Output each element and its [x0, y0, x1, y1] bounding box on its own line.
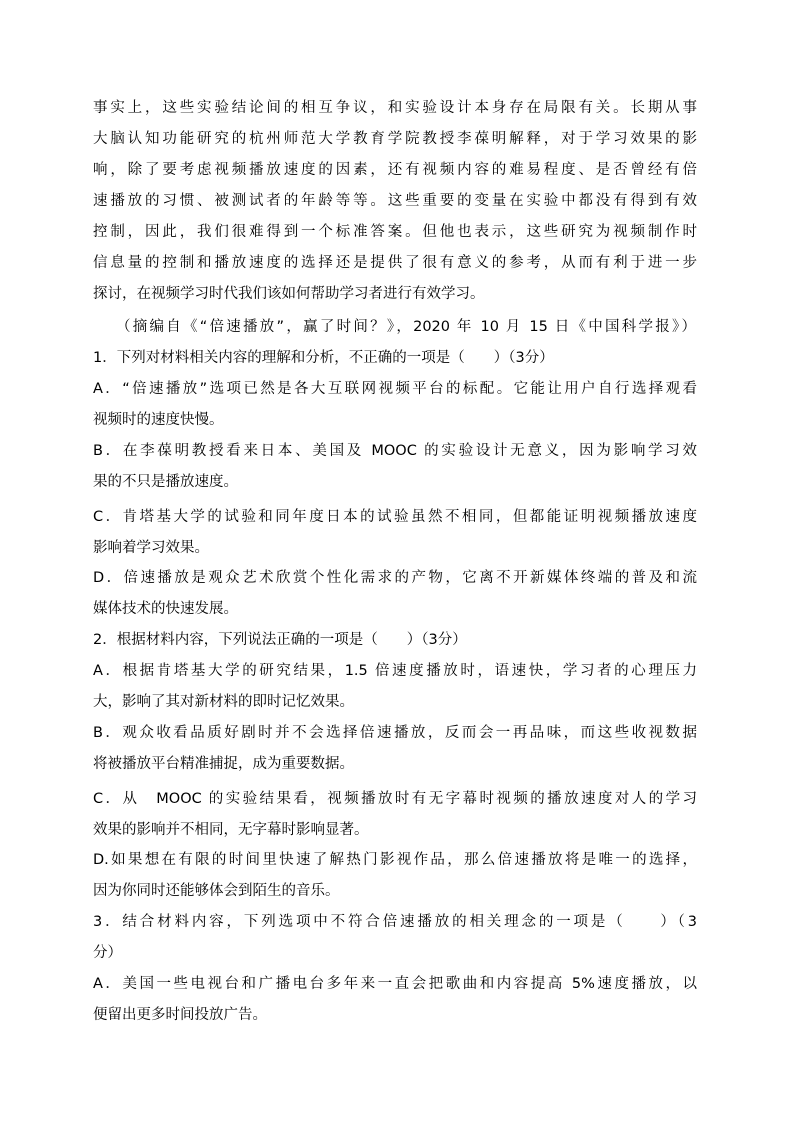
question-1-option-a: A．“倍速播放”选项已然是各大互联网视频平台的标配。它能让用户自行选择观看 [93, 381, 697, 397]
question-1-option-a-cont: 视频时的速度快慢。 [93, 412, 224, 428]
question-1-option-b: B．在李葆明教授看来日本、美国及 MOOC 的实验设计无意义，因为影响学习效 [93, 443, 697, 459]
question-3-stem: 3．结合材料内容，下列选项中不符合倍速播放的相关理念的一项是（ ）（3 [93, 914, 697, 930]
passage-line-6: 信息量的控制和播放速度的选择还是提供了很有意义的参考，从而有利于进一步 [93, 255, 697, 271]
question-2-option-d: D.如果想在有限的时间里快速了解热门影视作品，那么倍速播放将是唯一的选择， [93, 852, 697, 868]
passage-line-4: 速播放的习惯、被测试者的年龄等等。这些重要的变量在实验中都没有得到有效 [93, 193, 697, 209]
question-3-option-a: A．美国一些电视台和广播电台多年来一直会把歌曲和内容提高 5%速度播放，以 [93, 976, 697, 992]
question-3-stem-cont: 分） [93, 945, 122, 961]
question-1-option-c: C．肯塔基大学的试验和同年度日本的试验虽然不相同，但都能证明视频播放速度 [93, 509, 697, 525]
question-2-option-d-cont: 因为你同时还能够体会到陌生的音乐。 [93, 883, 340, 899]
question-1-option-b-cont: 果的不只是播放速度。 [93, 474, 238, 490]
question-2-stem: 2．根据材料内容，下列说法正确的一项是（ ）（3分） [93, 632, 467, 648]
question-2-option-b-cont: 将被播放平台精准捕捉，成为重要数据。 [93, 756, 354, 772]
question-3-option-a-cont: 便留出更多时间投放广告。 [93, 1007, 267, 1023]
passage-line-2: 大脑认知功能研究的杭州师范大学教育学院教授李葆明解释，对于学习效果的影 [93, 131, 697, 147]
question-1-stem: 1．下列对材料相关内容的理解和分析，不正确的一项是（ ）（3分） [93, 350, 554, 366]
question-1-option-c-cont: 影响着学习效果。 [93, 540, 209, 556]
question-2-option-b: B．观众收看品质好剧时并不会选择倍速播放，反而会一再品味，而这些收视数据 [93, 725, 697, 741]
passage-line-1: 事实上，这些实验结论间的相互争议，和实验设计本身存在局限有关。长期从事 [93, 100, 697, 116]
passage-line-3: 响，除了要考虑视频播放速度的因素，还有视频内容的难易程度、是否曾经有倍 [93, 162, 697, 178]
question-1-option-d: D．倍速播放是观众艺术欣赏个性化需求的产物，它离不开新媒体终端的普及和流 [93, 570, 697, 586]
question-2-option-c: C．从 MOOC 的实验结果看，视频播放时有无字幕时视频的播放速度对人的学习 [93, 791, 697, 807]
question-2-option-a-cont: 大，影响了其对新材料的即时记忆效果。 [93, 694, 354, 710]
passage-line-5: 控制，因此，我们很难得到一个标准答案。但他也表示，这些研究为视频制作时 [93, 224, 697, 240]
question-2-option-a: A．根据肯塔基大学的研究结果，1.5 倍速度播放时，语速快，学习者的心理压力 [93, 663, 697, 679]
passage-line-7: 探讨，在视频学习时代我们该如何帮助学习者进行有效学习。 [93, 286, 485, 302]
question-1-option-d-cont: 媒体技术的快速发展。 [93, 601, 238, 617]
passage-source: （摘编自《“倍速播放”，赢了时间？》，2020 年 10 月 15 日《中国科学报》） [116, 319, 696, 335]
question-2-option-c-cont: 效果的影响并不相同，无字幕时影响显著。 [93, 822, 369, 838]
